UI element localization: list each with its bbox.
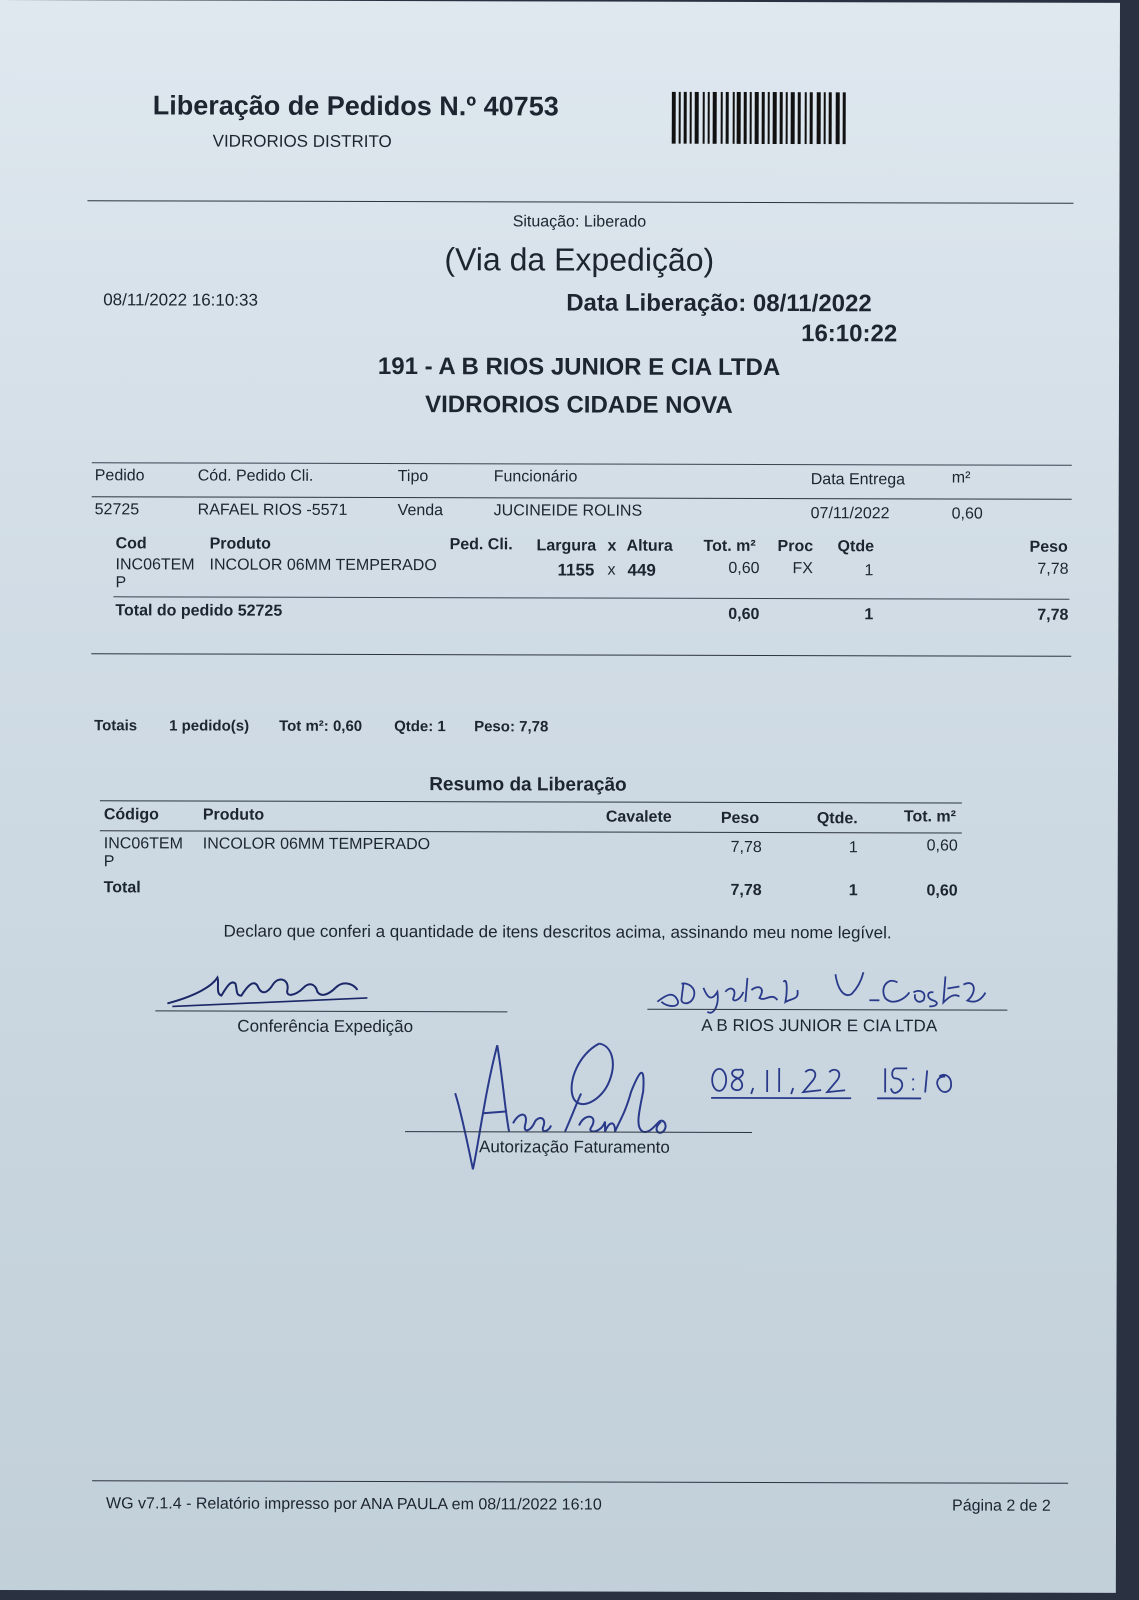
right-signature-label: A B RIOS JUNIOR E CIA LTDA (701, 1015, 938, 1036)
via-title: (Via da Expedição) (444, 241, 715, 278)
handwritten-date (709, 1058, 999, 1108)
totals-pedidos: 1 pedido(s) (169, 717, 250, 735)
col-cod-pedido-cli: Cód. Pedido Cli. (197, 467, 314, 485)
item-width: 1155 (557, 560, 595, 580)
footer-print-info: WG v7.1.4 - Relatório impresso por ANA PAULA em 08/11/2022 16:10 (106, 1495, 602, 1514)
barcode-icon (672, 92, 847, 144)
summary-total-qtde: 1 (848, 882, 858, 900)
summary-header-rule (100, 830, 962, 833)
col-data-entrega: Data Entrega (810, 471, 906, 489)
left-signature-label: Conferência Expedição (237, 1016, 414, 1037)
order-m2: 0,60 (951, 505, 983, 523)
summary-total-m2: 0,60 (926, 882, 958, 900)
summary-col-qtde: Qtde. (816, 810, 858, 828)
item-proc: FX (792, 560, 813, 578)
issuer-company: VIDRORIOS DISTRITO (212, 131, 392, 152)
footer-page-number: Página 2 de 2 (952, 1497, 1051, 1515)
left-signature (157, 965, 377, 1016)
right-signature (647, 962, 987, 1023)
client-name: 191 - A B RIOS JUNIOR E CIA LTDA (377, 352, 781, 382)
order-total-label: Total do pedido 52725 (115, 602, 283, 620)
bottom-signature (449, 1041, 689, 1182)
item-col-peso: Peso (1029, 538, 1068, 556)
summary-top-rule (100, 800, 962, 803)
order-type: Venda (397, 502, 444, 520)
item-col-proc: Proc (777, 538, 814, 556)
summary-code-cont: P (103, 853, 115, 871)
item-col-x: x (607, 537, 617, 555)
item-tot-m2: 0,60 (728, 559, 760, 577)
summary-total-label: Total (103, 879, 141, 897)
item-col-produto: Produto (209, 535, 271, 553)
document-title: Liberação de Pedidos N.º 40753 (152, 90, 559, 122)
client-order-code: RAFAEL RIOS -5571 (197, 501, 348, 519)
col-tipo: Tipo (397, 468, 429, 486)
item-col-altura: Altura (626, 537, 673, 555)
employee: JUCINEIDE ROLINS (493, 502, 643, 520)
col-funcionario: Funcionário (493, 468, 578, 486)
release-date: Data Liberação: 08/11/2022 (566, 289, 872, 318)
summary-qtde: 1 (848, 839, 858, 857)
delivery-date: 07/11/2022 (810, 505, 890, 523)
summary-peso: 7,78 (730, 838, 762, 856)
footer-rule (92, 1480, 1068, 1484)
header-divider (87, 200, 1073, 204)
summary-col-peso: Peso (720, 809, 760, 827)
item-code-cont: P (115, 574, 127, 592)
item-x: x (607, 561, 616, 579)
summary-total-peso: 7,78 (730, 881, 762, 899)
summary-col-produto: Produto (202, 806, 265, 824)
order-total-m2: 0,60 (728, 605, 760, 623)
order-table-header-rule (92, 496, 1072, 500)
printed-timestamp: 08/11/2022 16:10:33 (103, 290, 258, 310)
summary-col-tot-m2: Tot. m² (903, 808, 957, 826)
declaration-text: Declaro que conferi a quantidade de itens descritos acima, assinando meu nome legível. (223, 921, 892, 943)
item-col-largura: Largura (536, 537, 597, 555)
release-time: 16:10:22 (801, 320, 898, 348)
order-total-peso: 7,78 (1037, 606, 1069, 624)
summary-tot-m2: 0,60 (926, 837, 958, 855)
items-total-rule (113, 596, 1069, 600)
item-qtde: 1 (864, 562, 874, 580)
summary-code: INC06TEM (103, 835, 183, 853)
order-table-top-rule (92, 462, 1072, 466)
totals-qtde: Qtde: 1 (394, 718, 446, 736)
client-store: VIDRORIOS CIDADE NOVA (425, 391, 733, 419)
totals-peso: Peso: 7,78 (474, 718, 549, 736)
col-pedido: Pedido (94, 467, 145, 485)
order-total-qtde: 1 (864, 606, 874, 624)
summary-product: INCOLOR 06MM TEMPERADO (202, 835, 431, 854)
summary-col-cavalete: Cavalete (605, 808, 672, 826)
item-col-ped-cli: Ped. Cli. (449, 536, 513, 554)
col-m2: m² (951, 469, 971, 487)
item-col-tot-m2: Tot. m² (703, 537, 756, 555)
item-col-cod: Cod (115, 535, 147, 553)
order-section-bottom-rule (91, 653, 1071, 657)
status-text: Situação: Liberado (512, 213, 647, 231)
totals-label: Totais (94, 717, 138, 735)
totals-m2: Tot m²: 0,60 (279, 717, 363, 735)
item-col-qtde: Qtde (837, 538, 875, 556)
item-code: INC06TEM (115, 556, 195, 574)
item-product: INCOLOR 06MM TEMPERADO (209, 556, 437, 575)
item-height: 449 (627, 560, 656, 580)
summary-title: Resumo da Liberação (429, 774, 627, 796)
item-peso: 7,78 (1037, 560, 1069, 578)
bottom-signature-label: Autorização Faturamento (478, 1137, 670, 1157)
order-number: 52725 (94, 501, 140, 519)
summary-col-codigo: Código (103, 806, 159, 824)
